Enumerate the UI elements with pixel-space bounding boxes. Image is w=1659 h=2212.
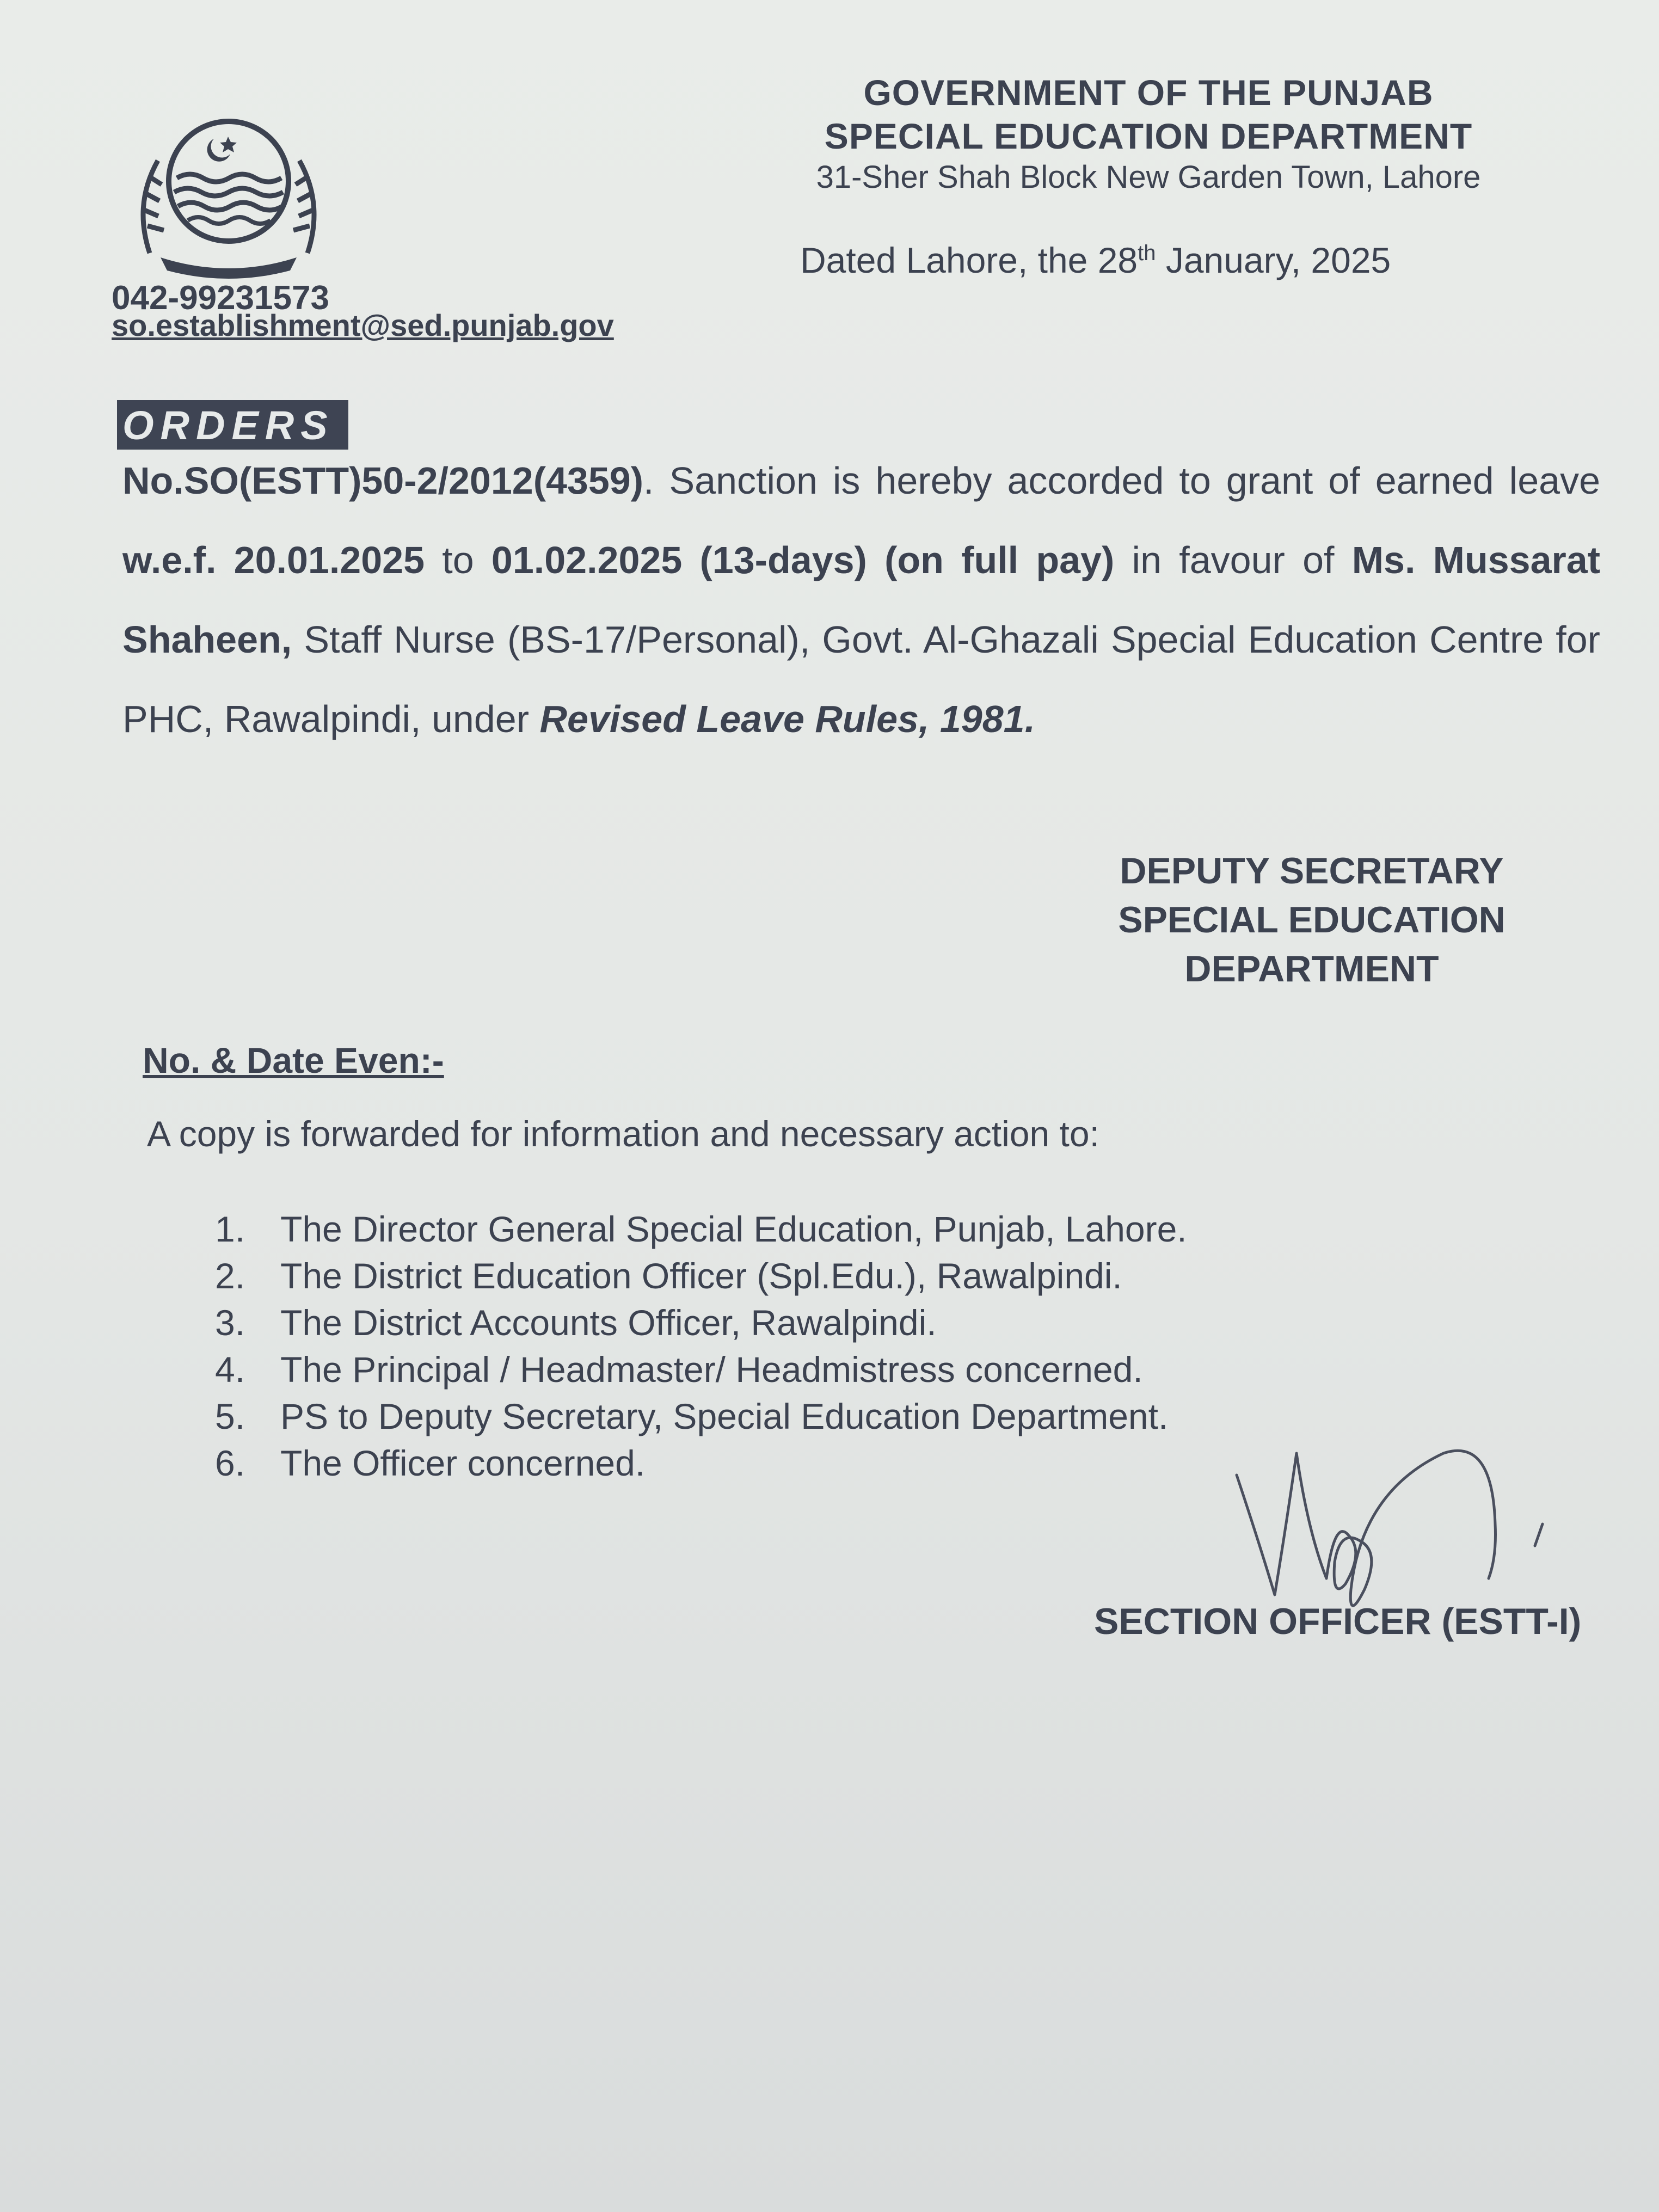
email-address: so.establishment@sed.punjab.gov bbox=[112, 308, 614, 342]
list-item: 4. The Principal / Headmaster/ Headmistress concerned. bbox=[215, 1349, 1143, 1390]
list-item: 1. The Director General Special Education, Punjab, Lahore. bbox=[215, 1209, 1187, 1249]
list-item: 5. PS to Deputy Secretary, Special Education Department. bbox=[215, 1396, 1169, 1436]
employee-name: Ms. Mussarat Shaheen, bbox=[122, 539, 1600, 661]
department-title: SPECIAL EDUCATION DEPARTMENT bbox=[824, 116, 1473, 156]
order-number: No.SO(ESTT)50-2/2012(4359) bbox=[122, 459, 644, 502]
list-item: 3. The District Accounts Officer, Rawalpindi. bbox=[215, 1302, 937, 1343]
copy-recipients-list bbox=[215, 1206, 1187, 1486]
phone-number: 042-99231573 bbox=[112, 279, 329, 317]
no-date-even: No. & Date Even:- bbox=[143, 1040, 444, 1080]
list-item: 2. The District Education Officer (Spl.Edu.), Rawalpindi. bbox=[215, 1256, 1122, 1296]
dated-line: Dated Lahore, the 28th January, 2025 bbox=[800, 240, 1391, 280]
leave-end: 01.02.2025 (13-days) (on full pay) bbox=[491, 539, 1115, 581]
section-officer-title: SECTION OFFICER (ESTT-I) bbox=[1094, 1601, 1582, 1642]
signature-icon bbox=[1230, 1393, 1622, 1633]
order-paragraph: No.SO(ESTT)50-2/2012(4359). Sanction is hereby accorded to grant of earned leave w.e.f. 20.01.2025 to 01.02.2025 (13-days) (on full pay) in favour of Ms. Mussarat Shaheen, Staff Nurse (BS-17/Personal), Govt. Al-Ghazali Special Education Centre for PHC, Rawalpindi, under Revised Leave Rules, 1981. bbox=[122, 459, 1600, 740]
leave-rules: Revised Leave Rules, 1981. bbox=[539, 698, 1036, 740]
department-address: 31-Sher Shah Block New Garden Town, Lahore bbox=[816, 159, 1481, 195]
punjab-emblem-icon bbox=[117, 117, 346, 280]
deputy-secretary-block: DEPUTY SECRETARY SPECIAL EDUCATION DEPARTMENT bbox=[1118, 850, 1506, 990]
copy-intro: A copy is forwarded for information and necessary action to: bbox=[147, 1114, 1099, 1154]
letterhead bbox=[740, 71, 1557, 197]
orders-heading: ORDERS bbox=[117, 400, 348, 450]
list-item: 6. The Officer concerned. bbox=[215, 1443, 646, 1483]
government-title: GOVERNMENT OF THE PUNJAB bbox=[863, 72, 1434, 113]
leave-start: w.e.f. 20.01.2025 bbox=[122, 539, 425, 581]
